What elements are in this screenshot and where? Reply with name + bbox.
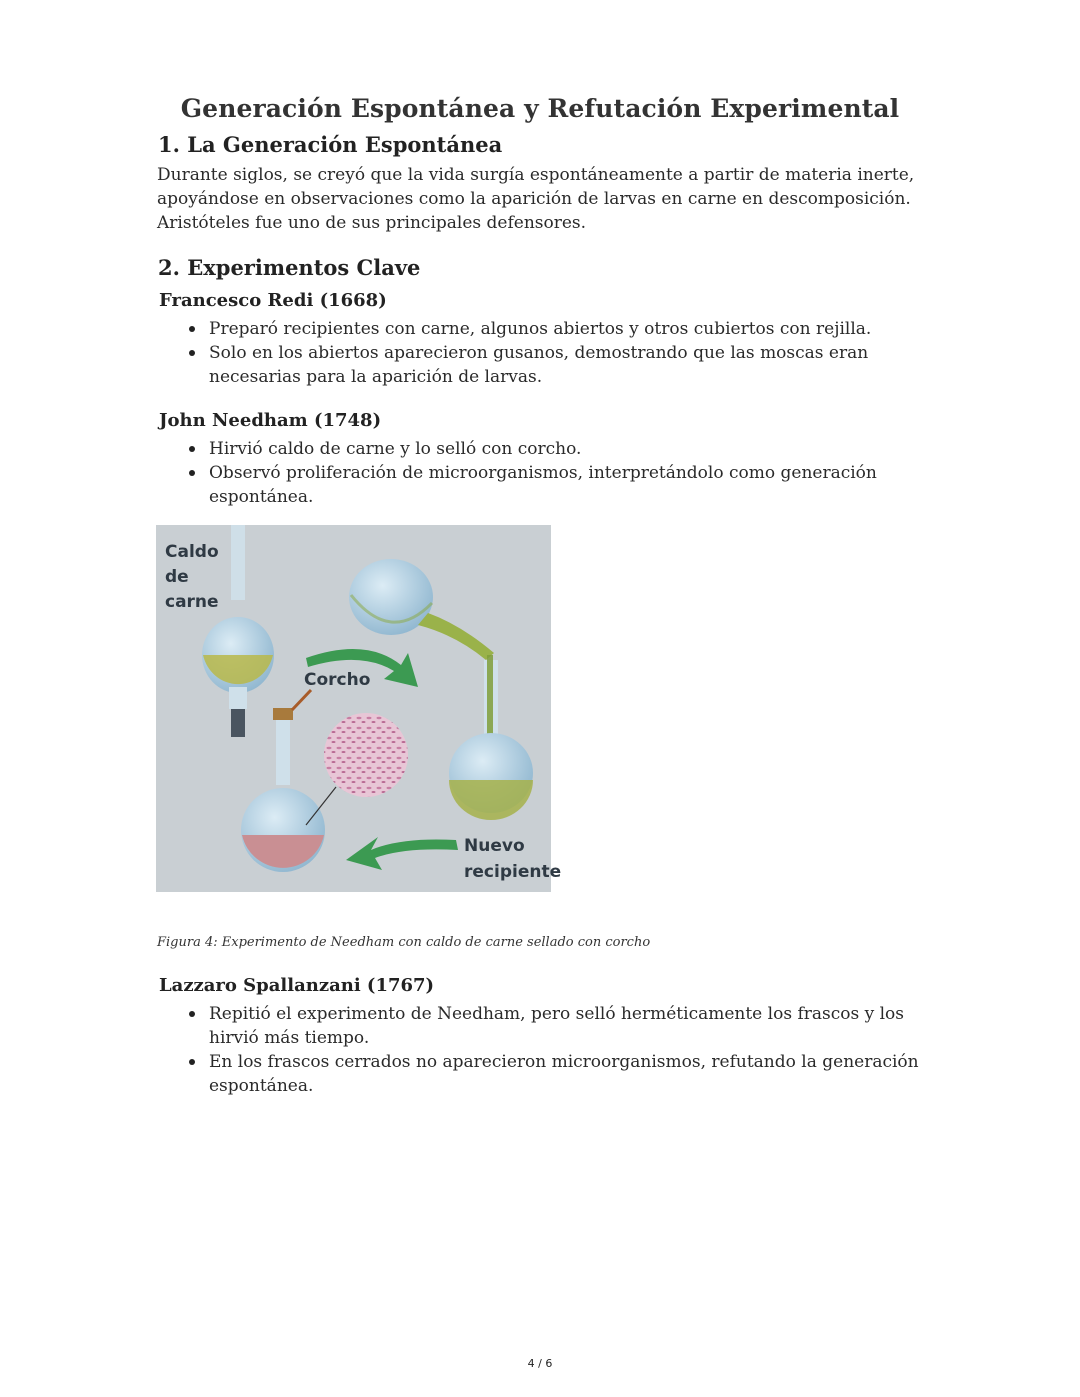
needham-experiment-illustration xyxy=(156,525,562,892)
figure-label-caldo-2: de xyxy=(165,567,189,587)
bullet-list-spallanzani xyxy=(209,1002,921,1098)
section-paragraph-generacion: Durante siglos, se creyó que la vida surgía espontáneamente a partir de materia inerte, apoyándose en observaciones como la aparición de larvas en carne en descomposición. Aristóteles fue uno de sus principales defensores. xyxy=(157,165,915,233)
page-title: Generación Espontánea y Refutación Experimental xyxy=(180,94,900,123)
needham-experiment-figure xyxy=(156,525,562,892)
subheading-spallanzani: Lazzaro Spallanzani (1767) xyxy=(159,975,435,996)
section-heading-experimentos: 2. Experimentos Clave xyxy=(158,255,421,280)
figure-caption: Figura 4: Experimento de Needham con caldo de carne sellado con corcho xyxy=(157,935,651,950)
list-item: Preparó recipientes con carne, algunos abiertos y otros cubiertos con rejilla. xyxy=(209,317,921,341)
subheading-needham: John Needham (1748) xyxy=(159,410,382,431)
figure-label-nuevo: Nuevo xyxy=(464,836,525,856)
bullet-list-needham xyxy=(209,437,921,509)
figure-label-corcho: Corcho xyxy=(304,670,371,690)
list-item: En los frascos cerrados no aparecieron microorganismos, refutando la generación espontánea. xyxy=(209,1050,921,1098)
flask-nuevo-recipiente-icon xyxy=(449,733,533,820)
subheading-redi: Francesco Redi (1668) xyxy=(159,290,387,311)
list-item: Observó proliferación de microorganismos, interpretándolo como generación espontánea. xyxy=(209,461,921,509)
list-item: Repitió el experimento de Needham, pero selló herméticamente los frascos y los hirvió más tiempo. xyxy=(209,1002,921,1050)
list-item: Hirvió caldo de carne y lo selló con corcho. xyxy=(209,437,921,461)
figure-label-recipiente: recipiente xyxy=(464,862,562,882)
section-heading-generacion: 1. La Generación Espontánea xyxy=(158,132,503,157)
bullet-list-redi xyxy=(209,317,921,389)
list-item: Solo en los abiertos aparecieron gusanos, demostrando que las moscas eran necesarias para la aparición de larvas. xyxy=(209,341,921,389)
page-number: 4 / 6 xyxy=(527,1357,553,1370)
microorganisms-icon xyxy=(324,713,408,797)
figure-label-caldo-3: carne xyxy=(165,592,219,612)
figure-label-caldo-1: Caldo xyxy=(165,542,219,562)
